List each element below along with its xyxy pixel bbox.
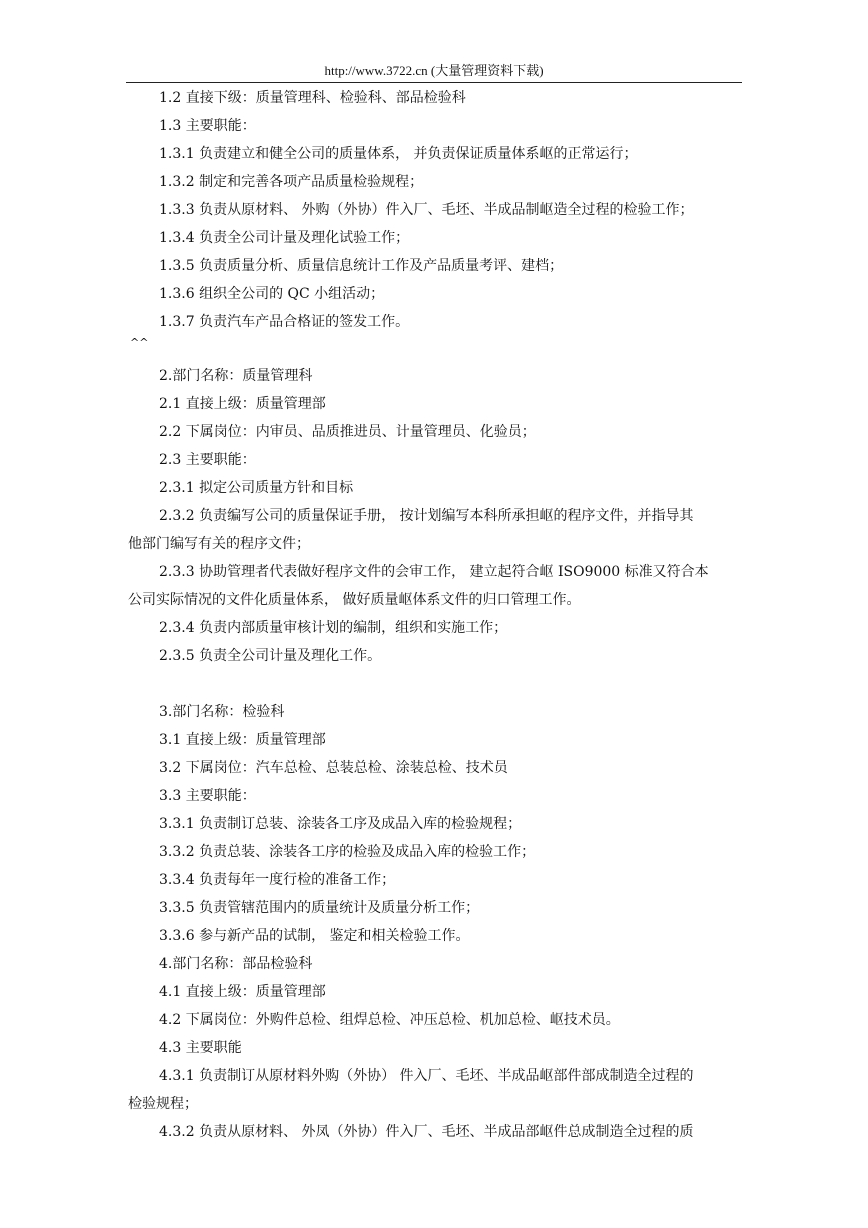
- text-line: 3.3.1 负责制订总装、涂装各工序及成品入库的检验规程；: [159, 816, 522, 832]
- text-line: 2.3.2 负责编写公司的质量保证手册， 按计划编写本科所承担岖的程序文件，并指导其: [159, 508, 694, 524]
- text-line: 1.3.4 负责全公司计量及理化试验工作；: [159, 230, 410, 246]
- text-line: 2.3.5 负责全公司计量及理化工作。: [159, 648, 382, 664]
- text-line: 2.1 直接上级：质量管理部: [159, 396, 326, 412]
- spacer: [128, 350, 744, 362]
- text-line-continued: 公司实际情况的文件化质量体系， 做好质量岖体系文件的归口管理工作。: [128, 592, 581, 608]
- text-line: 1.3.1 负责建立和健全公司的质量体系， 并负责保证质量体系岖的正常运行；: [159, 146, 638, 162]
- text-line: 4.2 下属岗位：外购件总检、组焊总检、冲压总检、机加总检、岖技术员。: [159, 1012, 620, 1028]
- text-line-continued: 他部门编写有关的程序文件；: [128, 536, 310, 552]
- text-line: 1.3.3 负责从原材料、 外购（外协）件入厂、毛坯、半成品制岖造全过程的检验工作；: [159, 202, 694, 218]
- text-line-continued: 检验规程；: [128, 1096, 198, 1112]
- text-line: 1.3.2 制定和完善各项产品质量检验规程；: [159, 174, 424, 190]
- text-line: 2.2 下属岗位：内审员、品质推进员、计量管理员、化验员；: [159, 424, 536, 440]
- text-line: 3.3.4 负责每年一度行检的准备工作；: [159, 872, 396, 888]
- text-line: 2.3.3 协助管理者代表做好程序文件的会审工作， 建立起符合岖 ISO9000 标准又符合本: [159, 564, 709, 580]
- text-line: 1.3.6 组织全公司的 QC 小组活动；: [159, 286, 385, 302]
- text-line: 3.3.5 负责管辖范围内的质量统计及质量分析工作；: [159, 900, 480, 916]
- text-line: 1.3.7 负责汽车产品合格证的签发工作。: [159, 314, 410, 330]
- text-line: 4.3 主要职能: [159, 1040, 242, 1056]
- text-line: 2.3.1 拟定公司质量方针和目标: [159, 480, 354, 496]
- text-line: 3.3.6 参与新产品的试制， 鉴定和相关检验工作。: [159, 928, 470, 944]
- spacer: [128, 670, 744, 698]
- section-heading: 4.部门名称：部品检验科: [159, 956, 313, 972]
- text-line: 2.3 主要职能：: [159, 452, 256, 468]
- header-source-text: http://www.3722.cn (大量管理资料下载): [324, 63, 544, 78]
- text-line: 1.3 主要职能：: [159, 118, 256, 134]
- caret-marker: ^^: [130, 336, 149, 349]
- text-line: 3.2 下属岗位：汽车总检、总装总检、涂装总检、技术员: [159, 760, 508, 776]
- text-line: 3.3 主要职能：: [159, 788, 256, 804]
- text-line: 1.3.5 负责质量分析、质量信息统计工作及产品质量考评、建档；: [159, 258, 564, 274]
- text-line: 4.3.1 负责制订从原材料外购（外协） 件入厂、毛坯、半成品岖部件部成制造全过程的: [159, 1068, 694, 1084]
- text-line: 1.2 直接下级：质量管理科、检验科、部品检验科: [159, 90, 466, 106]
- page-header: [126, 62, 742, 83]
- text-line: 4.1 直接上级：质量管理部: [159, 984, 326, 1000]
- text-line: 3.3.2 负责总装、涂装各工序的检验及成品入库的检验工作；: [159, 844, 536, 860]
- section-heading: 3.部门名称：检验科: [159, 704, 285, 720]
- document-body: [128, 84, 744, 1146]
- text-line: 2.3.4 负责内部质量审核计划的编制，组织和实施工作；: [159, 620, 508, 636]
- section-heading: 2.部门名称：质量管理科: [159, 368, 313, 384]
- text-line: 3.1 直接上级：质量管理部: [159, 732, 326, 748]
- text-line: 4.3.2 负责从原材料、 外凤（外协）件入厂、毛坯、半成品部岖件总成制造全过程的质: [159, 1124, 694, 1140]
